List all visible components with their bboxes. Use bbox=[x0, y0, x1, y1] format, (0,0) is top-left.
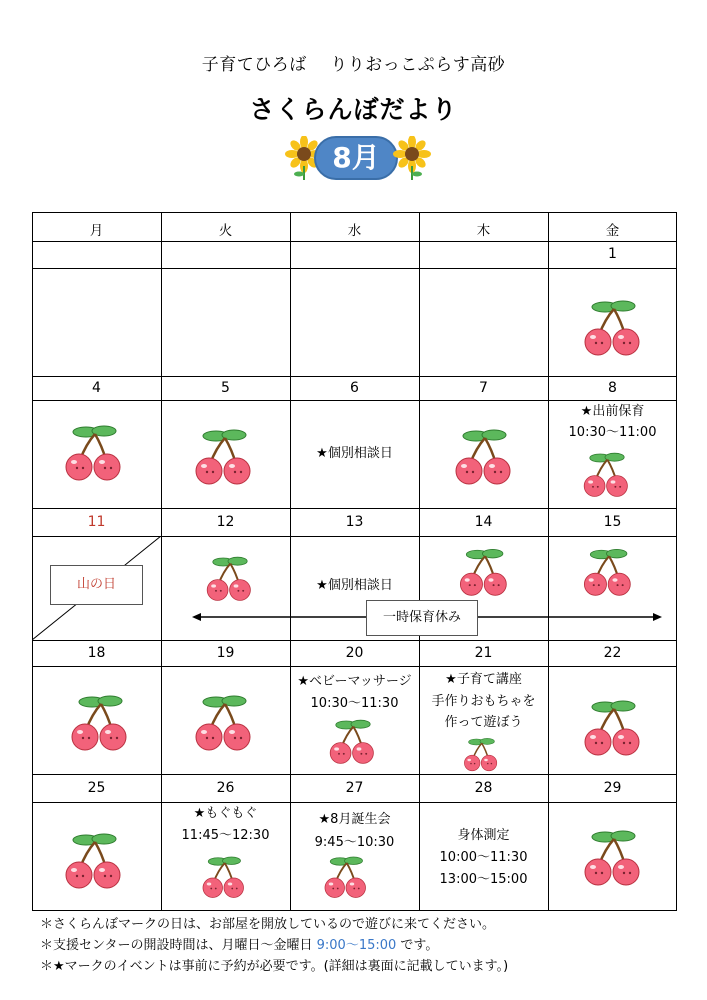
day-number: 8 bbox=[608, 380, 617, 396]
event-title: ★もぐもぐ bbox=[193, 806, 258, 821]
event-title: ★出前保育 bbox=[580, 404, 645, 419]
cherry-icon bbox=[581, 827, 645, 887]
note-line: ＊さくらんぼマークの日は、お部屋を開放しているので遊びに来てください。 bbox=[40, 917, 496, 932]
cherry-icon bbox=[462, 736, 500, 772]
event-time: 10:30～11:00 bbox=[568, 425, 657, 440]
newsletter-title: さくらんぼだより bbox=[249, 95, 458, 124]
weekday-mon: 月 bbox=[89, 223, 104, 239]
cherry-icon bbox=[62, 422, 126, 482]
footer-notes bbox=[40, 914, 700, 977]
day-number: 7 bbox=[479, 380, 488, 396]
cherry-icon bbox=[581, 297, 645, 357]
weekday-thu: 木 bbox=[476, 223, 491, 239]
sunflower-icon bbox=[392, 136, 432, 180]
note-line: ＊支援センターの開設時間は、月曜日～金曜日 9:00～15:00 です。 bbox=[40, 938, 439, 953]
event-title: 身体測定 bbox=[457, 828, 510, 843]
cherry-icon bbox=[452, 426, 516, 486]
day-number: 28 bbox=[474, 780, 493, 796]
cherry-icon bbox=[581, 697, 645, 757]
opening-hours: 9:00～15:00 bbox=[316, 938, 397, 953]
day-number: 26 bbox=[216, 780, 235, 796]
day-number: 25 bbox=[87, 780, 106, 796]
day-number: 19 bbox=[216, 645, 235, 661]
weekday-fri: 金 bbox=[605, 223, 620, 239]
event-detail: 作って遊ぼう bbox=[444, 715, 523, 730]
cherry-icon bbox=[68, 692, 132, 752]
month-badge: 8月 bbox=[314, 136, 398, 180]
day-number: 13 bbox=[345, 514, 364, 530]
event-consultation: ★個別相談日 bbox=[316, 446, 393, 461]
cherry-icon bbox=[204, 554, 255, 602]
event-title: ★ベビーマッサージ bbox=[297, 674, 412, 689]
cherry-icon bbox=[62, 830, 126, 890]
event-title: ★子育て講座 bbox=[445, 672, 522, 687]
event-time: 10:30～11:30 bbox=[310, 696, 399, 711]
cherry-icon bbox=[457, 546, 511, 597]
event-consultation: ★個別相談日 bbox=[316, 578, 393, 593]
cherry-icon bbox=[327, 717, 378, 765]
day-number-holiday: 11 bbox=[87, 514, 106, 530]
cherry-icon bbox=[581, 450, 632, 498]
note-line: ＊★マークのイベントは事前に予約が必要です。(詳細は裏面に記載しています。) bbox=[40, 959, 509, 974]
day-number: 18 bbox=[87, 645, 106, 661]
event-time: 10:00～11:30 bbox=[439, 850, 528, 865]
event-time: 9:45～10:30 bbox=[314, 835, 395, 850]
day-number: 4 bbox=[92, 380, 101, 396]
calendar-grid bbox=[32, 212, 677, 911]
day-number: 14 bbox=[474, 514, 493, 530]
cherry-icon bbox=[192, 692, 256, 752]
day-number: 1 bbox=[608, 246, 617, 262]
cherry-icon bbox=[322, 854, 370, 899]
day-number: 5 bbox=[221, 380, 230, 396]
cherry-icon bbox=[192, 426, 256, 486]
event-time: 11:45～12:30 bbox=[181, 828, 270, 843]
closure-label: 一時保育休み bbox=[366, 600, 478, 636]
newsletter-subtitle: 子育てひろば りりおっこぷらす高砂 bbox=[201, 55, 506, 75]
day-number: 6 bbox=[350, 380, 359, 396]
event-time: 13:00～15:00 bbox=[439, 872, 528, 887]
holiday-label: 山の日 bbox=[50, 565, 143, 605]
weekday-tue: 火 bbox=[218, 223, 233, 239]
event-title: ★8月誕生会 bbox=[318, 812, 391, 827]
weekday-wed: 水 bbox=[347, 223, 362, 239]
cherry-icon bbox=[200, 854, 248, 899]
day-number: 27 bbox=[345, 780, 364, 796]
event-detail: 手作りおもちゃを bbox=[431, 694, 536, 709]
day-number: 29 bbox=[603, 780, 622, 796]
day-number: 21 bbox=[474, 645, 493, 661]
day-number: 12 bbox=[216, 514, 235, 530]
cherry-icon bbox=[581, 546, 635, 597]
day-number: 20 bbox=[345, 645, 364, 661]
day-number: 22 bbox=[603, 645, 622, 661]
month-banner bbox=[0, 136, 707, 180]
day-number: 15 bbox=[603, 514, 622, 530]
